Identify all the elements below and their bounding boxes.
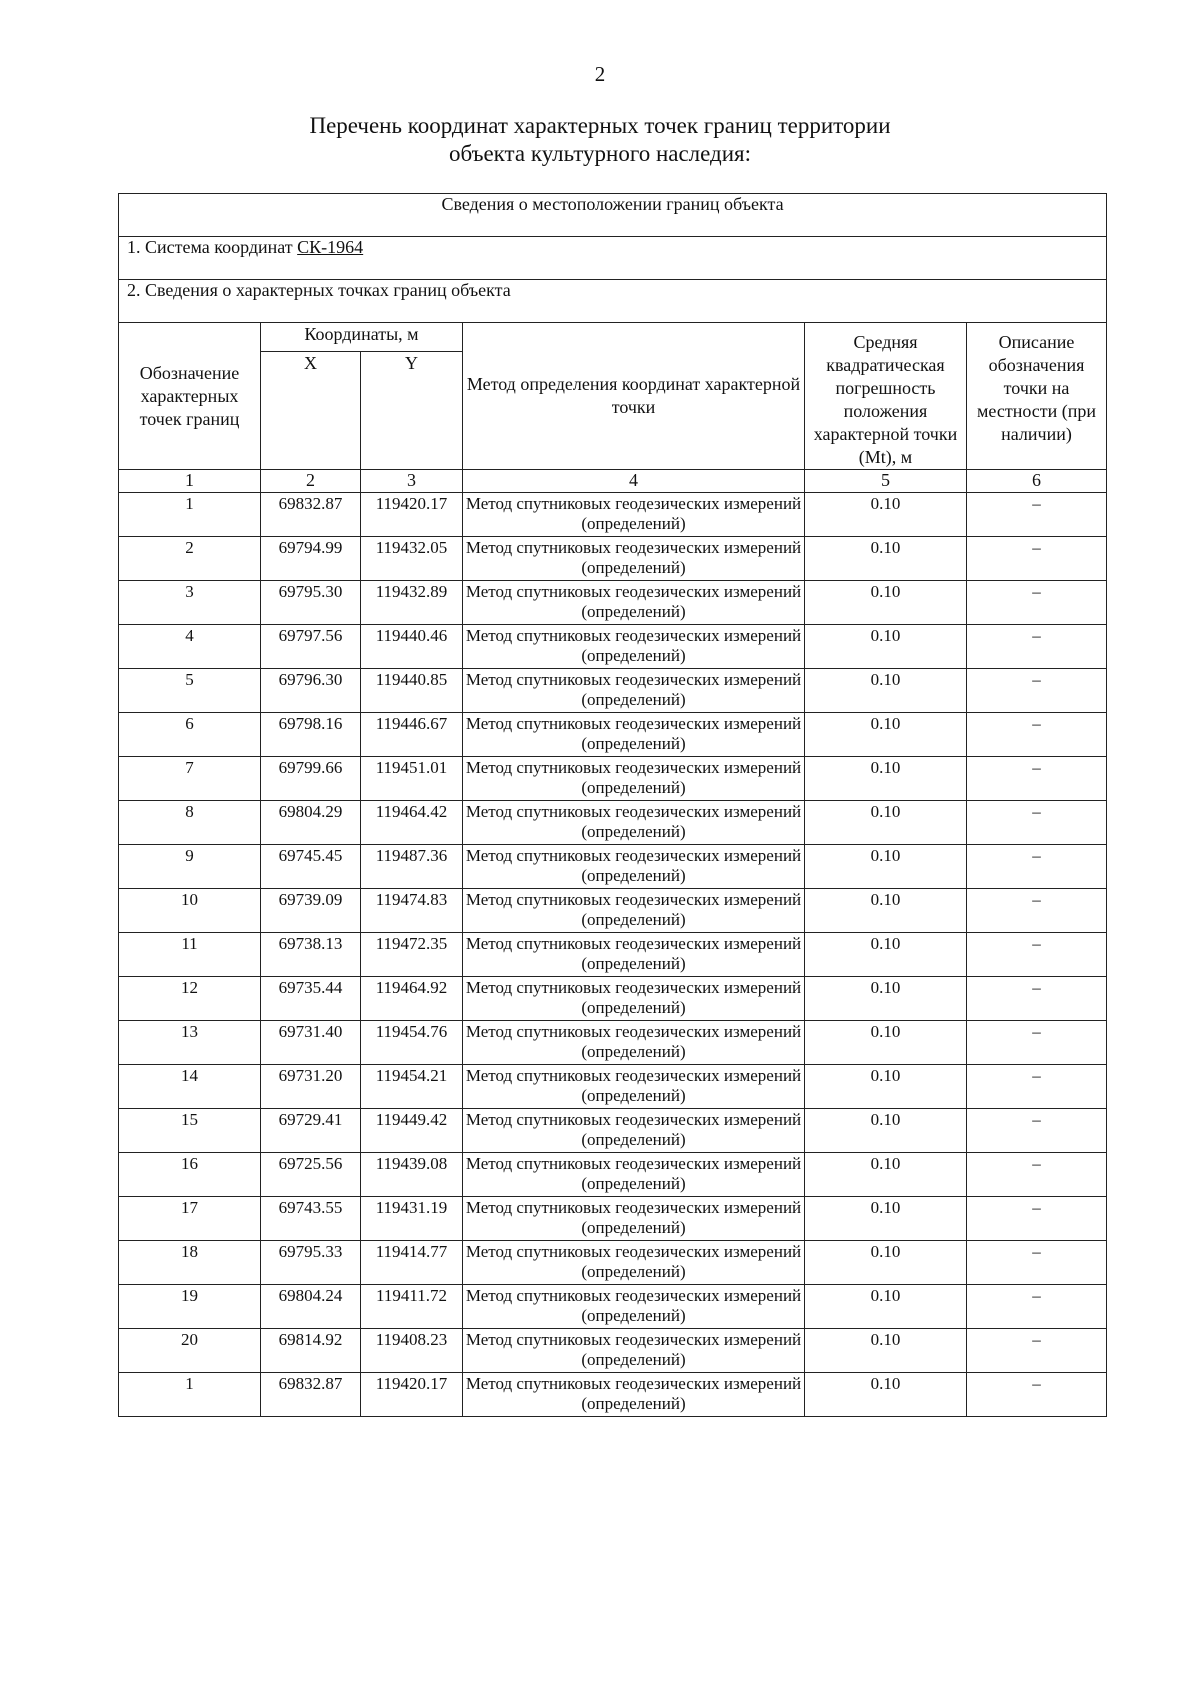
y-coordinate-cell: 119454.21 [361,1065,463,1109]
method-cell: Метод спутниковых геодезических измерений (определений) [463,1285,805,1329]
column-number: 3 [361,470,463,493]
error-cell: 0.10 [805,669,967,713]
description-cell: – [967,1153,1107,1197]
title-line-1: Перечень координат характерных точек границ территории [309,113,891,138]
x-coordinate-cell: 69798.16 [261,713,361,757]
y-coordinate-cell: 119432.05 [361,537,463,581]
y-coordinate-cell: 119432.89 [361,581,463,625]
description-cell: – [967,581,1107,625]
y-coordinate-cell: 119487.36 [361,845,463,889]
table-row [119,493,1107,537]
method-cell: Метод спутниковых геодезических измерений (определений) [463,889,805,933]
y-coordinate-cell: 119464.42 [361,801,463,845]
point-cell: 17 [119,1197,261,1241]
points-section-title: 2. Сведения о характерных точках границ объекта [119,280,1107,323]
error-cell: 0.10 [805,537,967,581]
error-cell: 0.10 [805,1241,967,1285]
method-cell: Метод спутниковых геодезических измерений (определений) [463,625,805,669]
coord-system-label: 1. Система координат [127,237,298,257]
description-cell: – [967,493,1107,537]
point-cell: 1 [119,1373,261,1417]
point-cell: 14 [119,1065,261,1109]
error-cell: 0.10 [805,1021,967,1065]
y-coordinate-cell: 119472.35 [361,933,463,977]
header-method: Метод определения координат характерной точки [463,323,805,470]
y-coordinate-cell: 119451.01 [361,757,463,801]
x-coordinate-cell: 69743.55 [261,1197,361,1241]
coord-system-cell [119,237,1107,280]
header-x: X [261,351,361,469]
method-cell: Метод спутниковых геодезических измерений (определений) [463,1109,805,1153]
x-coordinate-cell: 69725.56 [261,1153,361,1197]
x-coordinate-cell: 69814.92 [261,1329,361,1373]
point-cell: 8 [119,801,261,845]
data-rows [119,493,1107,1417]
point-cell: 3 [119,581,261,625]
error-cell: 0.10 [805,1109,967,1153]
point-cell: 12 [119,977,261,1021]
error-cell: 0.10 [805,1373,967,1417]
header-description: Описание обозначения точки на местности (при наличии) [967,323,1107,470]
x-coordinate-cell: 69832.87 [261,493,361,537]
table-row [119,1285,1107,1329]
description-cell: – [967,977,1107,1021]
point-cell: 4 [119,625,261,669]
method-cell: Метод спутниковых геодезических измерений (определений) [463,1153,805,1197]
point-cell: 20 [119,1329,261,1373]
section-points-row [119,280,1107,323]
x-coordinate-cell: 69745.45 [261,845,361,889]
y-coordinate-cell: 119464.92 [361,977,463,1021]
x-coordinate-cell: 69739.09 [261,889,361,933]
description-cell: – [967,1197,1107,1241]
method-cell: Метод спутниковых геодезических измерений (определений) [463,581,805,625]
error-cell: 0.10 [805,933,967,977]
table-row [119,1153,1107,1197]
point-cell: 13 [119,1021,261,1065]
description-cell: – [967,1241,1107,1285]
column-number: 4 [463,470,805,493]
x-coordinate-cell: 69804.29 [261,801,361,845]
error-cell: 0.10 [805,1285,967,1329]
y-coordinate-cell: 119440.85 [361,669,463,713]
y-coordinate-cell: 119449.42 [361,1109,463,1153]
table-row [119,801,1107,845]
method-cell: Метод спутниковых геодезических измерений (определений) [463,669,805,713]
y-coordinate-cell: 119474.83 [361,889,463,933]
description-cell: – [967,537,1107,581]
method-cell: Метод спутниковых геодезических измерений (определений) [463,801,805,845]
method-cell: Метод спутниковых геодезических измерений (определений) [463,1373,805,1417]
point-cell: 9 [119,845,261,889]
description-cell: – [967,669,1107,713]
y-coordinate-cell: 119414.77 [361,1241,463,1285]
table-row [119,1197,1107,1241]
description-cell: – [967,1021,1107,1065]
table-row [119,933,1107,977]
x-coordinate-cell: 69731.20 [261,1065,361,1109]
error-cell: 0.10 [805,977,967,1021]
document-title [0,112,1200,168]
error-cell: 0.10 [805,1329,967,1373]
table-row [119,757,1107,801]
table-row [119,537,1107,581]
title-line-2: объекта культурного наследия: [448,141,752,166]
y-coordinate-cell: 119420.17 [361,493,463,537]
description-cell: – [967,1329,1107,1373]
method-cell: Метод спутниковых геодезических измерений (определений) [463,757,805,801]
point-cell: 15 [119,1109,261,1153]
point-cell: 10 [119,889,261,933]
method-cell: Метод спутниковых геодезических измерений (определений) [463,713,805,757]
description-cell: – [967,845,1107,889]
table-row [119,581,1107,625]
description-cell: – [967,713,1107,757]
header-row-1 [119,323,1107,352]
point-cell: 5 [119,669,261,713]
column-number: 6 [967,470,1107,493]
method-cell: Метод спутниковых геодезических измерений (определений) [463,1241,805,1285]
table-row [119,845,1107,889]
description-cell: – [967,933,1107,977]
column-number: 5 [805,470,967,493]
x-coordinate-cell: 69795.30 [261,581,361,625]
table-row [119,1109,1107,1153]
method-cell: Метод спутниковых геодезических измерений (определений) [463,977,805,1021]
point-cell: 6 [119,713,261,757]
table-row [119,625,1107,669]
description-cell: – [967,1065,1107,1109]
error-cell: 0.10 [805,757,967,801]
method-cell: Метод спутниковых геодезических измерений (определений) [463,493,805,537]
x-coordinate-cell: 69799.66 [261,757,361,801]
error-cell: 0.10 [805,1197,967,1241]
method-cell: Метод спутниковых геодезических измерений (определений) [463,1021,805,1065]
table-row [119,889,1107,933]
y-coordinate-cell: 119439.08 [361,1153,463,1197]
y-coordinate-cell: 119431.19 [361,1197,463,1241]
error-cell: 0.10 [805,845,967,889]
point-cell: 2 [119,537,261,581]
x-coordinate-cell: 69797.56 [261,625,361,669]
location-section-title: Сведения о местоположении границ объекта [119,194,1107,237]
method-cell: Метод спутниковых геодезических измерений (определений) [463,1197,805,1241]
table-row [119,1021,1107,1065]
table-row [119,669,1107,713]
y-coordinate-cell: 119408.23 [361,1329,463,1373]
x-coordinate-cell: 69832.87 [261,1373,361,1417]
error-cell: 0.10 [805,625,967,669]
x-coordinate-cell: 69731.40 [261,1021,361,1065]
column-number: 2 [261,470,361,493]
method-cell: Метод спутниковых геодезических измерений (определений) [463,845,805,889]
header-error: Средняя квадратическая погрешность положения характерной точки (Mt), м [805,323,967,470]
y-coordinate-cell: 119411.72 [361,1285,463,1329]
x-coordinate-cell: 69795.33 [261,1241,361,1285]
point-cell: 18 [119,1241,261,1285]
table-row [119,977,1107,1021]
table-row [119,1241,1107,1285]
coordinates-table [118,193,1107,1417]
y-coordinate-cell: 119440.46 [361,625,463,669]
header-point-designation: Обозначение характерных точек границ [119,323,261,470]
description-cell: – [967,625,1107,669]
column-numbers-row [119,470,1107,493]
y-coordinate-cell: 119420.17 [361,1373,463,1417]
error-cell: 0.10 [805,889,967,933]
method-cell: Метод спутниковых геодезических измерений (определений) [463,537,805,581]
error-cell: 0.10 [805,713,967,757]
table-row [119,1373,1107,1417]
header-coordinates: Координаты, м [261,323,463,352]
table-row [119,1329,1107,1373]
point-cell: 11 [119,933,261,977]
point-cell: 19 [119,1285,261,1329]
x-coordinate-cell: 69796.30 [261,669,361,713]
error-cell: 0.10 [805,801,967,845]
error-cell: 0.10 [805,1153,967,1197]
x-coordinate-cell: 69804.24 [261,1285,361,1329]
table-row [119,1065,1107,1109]
coord-system-code: СК-1964 [297,237,364,257]
error-cell: 0.10 [805,1065,967,1109]
description-cell: – [967,1109,1107,1153]
section-location-row [119,194,1107,237]
method-cell: Метод спутниковых геодезических измерений (определений) [463,1065,805,1109]
point-cell: 1 [119,493,261,537]
section-coord-system-row [119,237,1107,280]
method-cell: Метод спутниковых геодезических измерений (определений) [463,1329,805,1373]
column-number: 1 [119,470,261,493]
x-coordinate-cell: 69735.44 [261,977,361,1021]
description-cell: – [967,889,1107,933]
x-coordinate-cell: 69738.13 [261,933,361,977]
point-cell: 7 [119,757,261,801]
y-coordinate-cell: 119454.76 [361,1021,463,1065]
description-cell: – [967,801,1107,845]
method-cell: Метод спутниковых геодезических измерений (определений) [463,933,805,977]
page-number: 2 [594,62,606,86]
x-coordinate-cell: 69729.41 [261,1109,361,1153]
description-cell: – [967,757,1107,801]
error-cell: 0.10 [805,581,967,625]
header-y: Y [361,351,463,469]
description-cell: – [967,1285,1107,1329]
x-coordinate-cell: 69794.99 [261,537,361,581]
y-coordinate-cell: 119446.67 [361,713,463,757]
table-row [119,713,1107,757]
point-cell: 16 [119,1153,261,1197]
description-cell: – [967,1373,1107,1417]
error-cell: 0.10 [805,493,967,537]
